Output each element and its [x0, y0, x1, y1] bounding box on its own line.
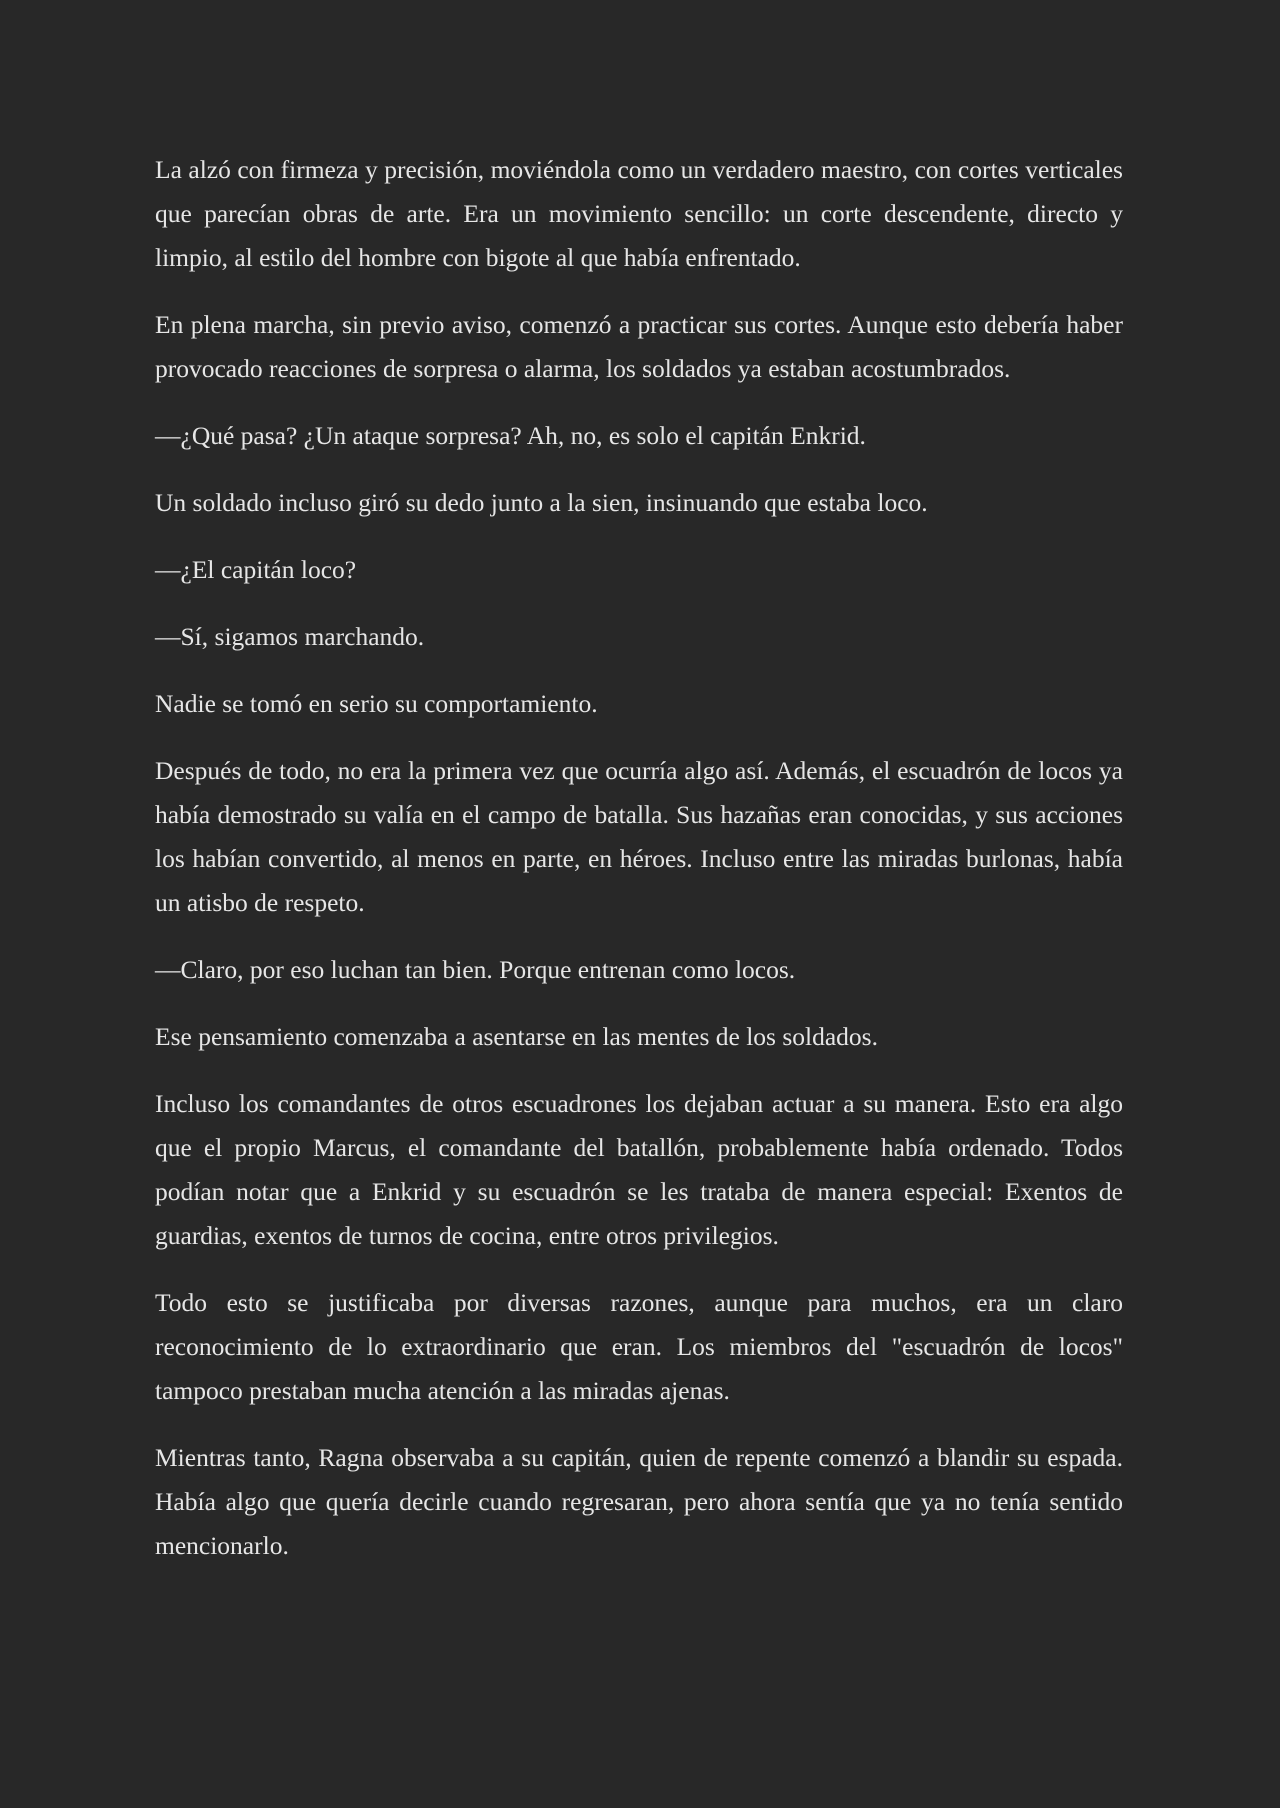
dialogue-line-3: —Sí, sigamos marchando.: [155, 622, 425, 651]
paragraph-7: Nadie se tomó en serio su comportamiento.: [155, 689, 598, 718]
paragraph-11: Incluso los comandantes de otros escuadrones los dejaban actuar a su manera. Esto era algo que el propio Marcus, el comandante del batallón, probablemente había ordenado. Todos podían notar que a Enkrid y su escuadrón se les trataba de manera especial: Exentos de guardias, exentos de turnos de cocina, entre otros privilegios.: [155, 1089, 1123, 1250]
paragraph-1: La alzó con firmeza y precisión, moviéndola como un verdadero maestro, con cortes verticales que parecían obras de arte. Era un movimiento sencillo: un corte descendente, directo y limpio, al estilo del hombre con bigote al que había enfrentado.: [155, 155, 1123, 272]
paragraph-13: Mientras tanto, Ragna observaba a su capitán, quien de repente comenzó a blandir su espada. Había algo que quería decirle cuando regresaran, pero ahora sentía que ya no tenía sentido mencionarlo.: [155, 1443, 1123, 1560]
dialogue-line-2: —¿El capitán loco?: [155, 555, 357, 584]
paragraph-10: Ese pensamiento comenzaba a asentarse en las mentes de los soldados.: [155, 1022, 878, 1051]
paragraph-2: En plena marcha, sin previo aviso, comenzó a practicar sus cortes. Aunque esto debería haber provocado reacciones de sorpresa o alarma, los soldados ya estaban acostumbrados.: [155, 310, 1123, 383]
paragraph-4: Un soldado incluso giró su dedo junto a la sien, insinuando que estaba loco.: [155, 488, 928, 517]
dialogue-line-1: —¿Qué pasa? ¿Un ataque sorpresa? Ah, no, es solo el capitán Enkrid.: [155, 421, 866, 450]
paragraph-8: Después de todo, no era la primera vez que ocurría algo así. Además, el escuadrón de locos ya había demostrado su valía en el campo de batalla. Sus hazañas eran conocidas, y sus acciones los habían convertido, al menos en parte, en héroes. Incluso entre las miradas burlonas, había un atisbo de respeto.: [155, 756, 1123, 917]
dialogue-line-4: —Claro, por eso luchan tan bien. Porque entrenan como locos.: [155, 955, 796, 984]
reader-content: [155, 148, 1123, 1591]
paragraph-12: Todo esto se justificaba por diversas razones, aunque para muchos, era un claro reconocimiento de lo extraordinario que eran. Los miembros del "escuadrón de locos" tampoco prestaban mucha atención a las miradas ajenas.: [155, 1288, 1123, 1405]
